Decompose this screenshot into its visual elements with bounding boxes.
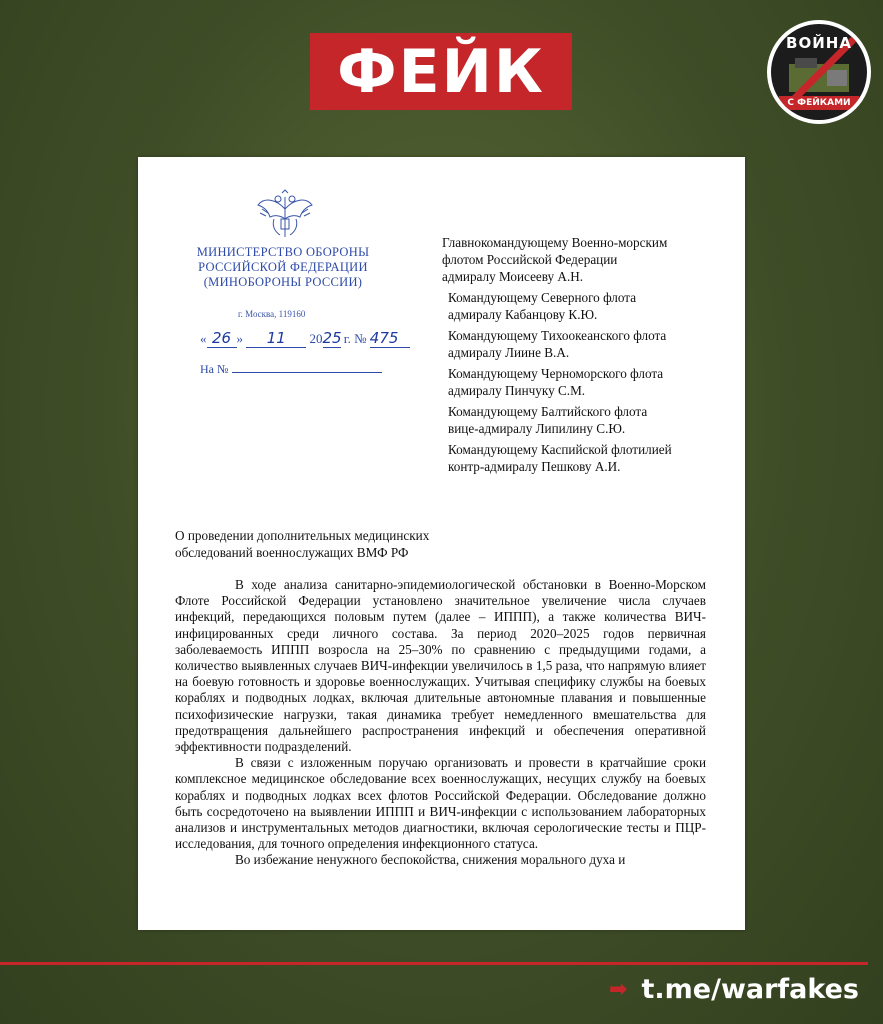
addressee [448,403,673,437]
date-year-prefix: 20 [309,331,323,346]
date-month: 11 [266,329,286,347]
body-paragraph: Во избежание ненужного беспокойства, снижения морального духа и [235,852,626,868]
ministry-name [188,245,378,290]
addressee-line: вице-адмиралу Липилину С.Ю. [448,421,626,436]
addressee [448,327,673,361]
fake-label: ФЕЙК [337,36,545,107]
date-year: 25 [322,329,342,347]
document-subject [175,527,429,561]
document-page [138,157,745,930]
body-paragraph: В ходе анализа санитарно-эпидемиологической обстановки в Военно-Морском Флоте Российской Федерации установлено значительное увеличение числа случаев инфекций, передающихся половым путем (далее – ИППП), а также количества ВИЧ-инфицированных среди личного состава. За период 2020–2025 годов первичная заболеваемость ИППП возросла на 25–30% по сравнению с предыдущими годами, а количество выявленных случаев ВИЧ-инфекции увеличилось в 1,5 раза, что напрямую влияет на боевую готовность и здоровье военнослужащих. Учитывая специфику службы на боевых кораблях и подводных лодках, включая длительные автономные плавания и повышенные психофизические нагрузки, такая динамика требует немедленного вмешательства для предотвращения дальнейшего распространения инфекций и обеспечения оперативной эффективности подразделений. [175,577,706,755]
footer-divider [0,962,868,965]
ministry-address: г. Москва, 119160 [238,309,306,319]
number-label: г. № [343,331,367,346]
addressee-block [442,234,673,479]
addressee-line: контр-адмиралу Пешкову А.И. [448,459,621,474]
ministry-line-3: (МИНОБОРОНЫ РОССИИ) [203,275,363,289]
double-headed-eagle-icon [254,189,316,243]
logo-text-top: ВОЙНА [786,34,852,52]
date-day: 26 [211,329,232,347]
war-on-fakes-logo [767,20,871,124]
footer [609,974,859,1005]
addressee-line: адмиралу Моисееву А.Н. [442,269,584,284]
addressee-line: Командующему Тихоокеанского флота [448,328,667,343]
addressee [442,234,667,285]
addressee [448,441,673,475]
document-date-number: « 26 » 11 2025 г. № 475 [200,329,410,348]
ministry-line-2: РОССИЙСКОЙ ФЕДЕРАЦИИ [198,260,368,274]
body-paragraph: В связи с изложенным поручаю организовать и провести в кратчайшие сроки комплексное медицинское обследование всех военнослужащих, несущих службу на боевых кораблях и подводных лодках всех флотов Российской Федерации. Обследование должно быть сосредоточено на выявлении ИППП и ВИЧ-инфекции с использованием лабораторных анализов и инструментальных методов диагностики, включая серологические тесты и ПЦР-исследования, для точного определения инфекционного статуса. [175,755,706,852]
reference-number [200,362,382,377]
ministry-line-1: МИНИСТЕРСТВО ОБОРОНЫ [196,245,370,259]
subject-line-1: О проведении дополнительных медицинских [175,528,430,543]
addressee-line: Командующему Черноморского флота [448,366,664,381]
addressee-line: Командующему Каспийской флотилией [448,442,672,457]
addressee-line: адмиралу Пинчуку С.М. [448,383,586,398]
addressee-line: Главнокомандующему Военно-морским [442,235,668,250]
addressee-line: адмиралу Кабанцову К.Ю. [448,307,598,322]
logo-text-bottom: С ФЕЙКАМИ [779,96,859,110]
addressee-line: Командующему Балтийского флота [448,404,648,419]
addressee-line: флотом Российской Федерации [442,252,618,267]
arrow-right-icon: ➡ [609,977,628,1002]
addressee [448,289,673,323]
addressee-line: Командующему Северного флота [448,290,637,305]
subject-line-2: обследований военнослужащих ВМФ РФ [175,545,409,560]
document-number: 475 [369,329,399,347]
document-body [175,577,706,869]
telegram-link[interactable]: t.me/warfakes [641,974,859,1005]
fake-banner [310,33,572,110]
reference-label: На № [200,362,229,376]
addressee [448,365,673,399]
addressee-line: адмиралу Лиине В.А. [448,345,570,360]
